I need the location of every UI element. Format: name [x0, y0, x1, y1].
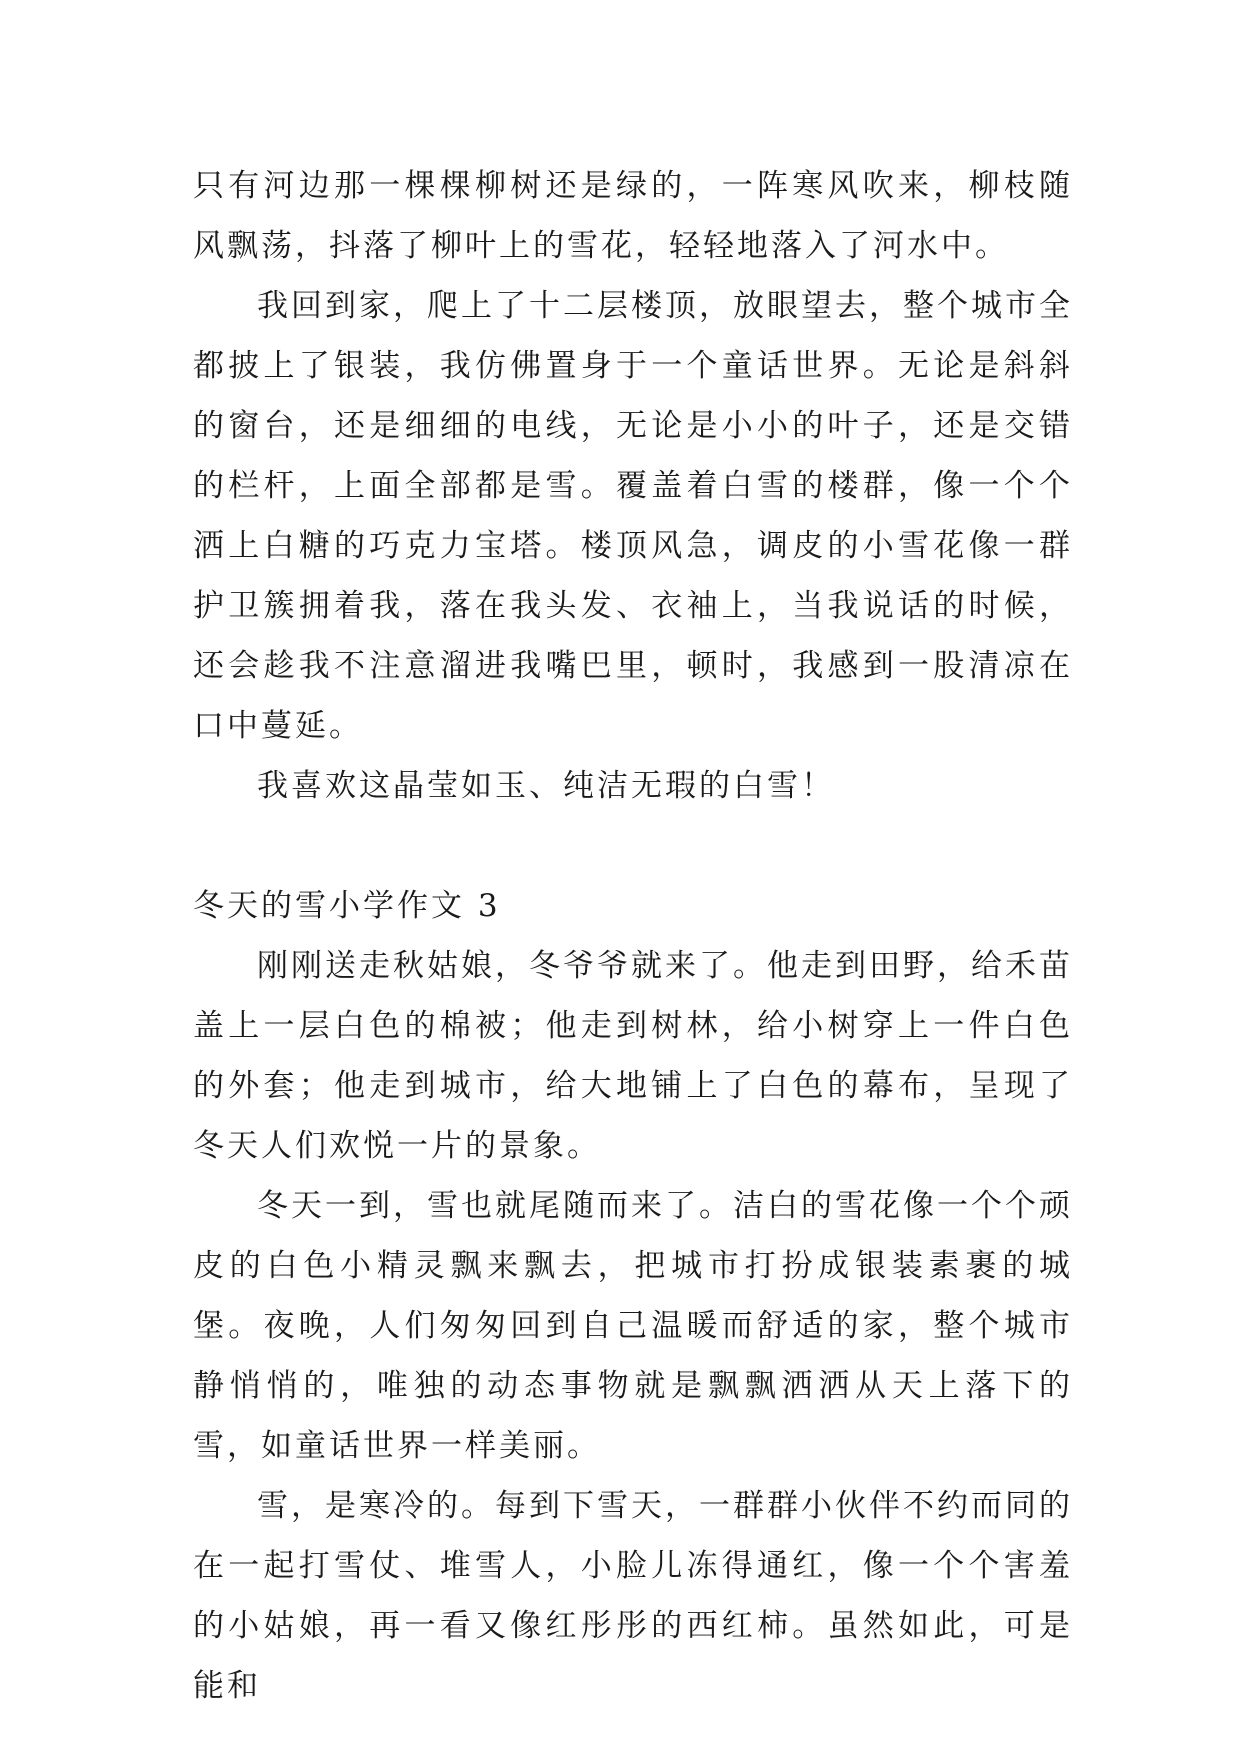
section-title: 冬天的雪小学作文 3 [193, 888, 501, 924]
paragraph-rooftop-view: 我回到家，爬上了十二层楼顶，放眼望去，整个城市全都披上了银装，我仿佛置身于一个童话世界。无论是斜斜的窗台，还是细细的电线，无论是小小的叶子，还是交错的栏杆，上面全部都是雪。覆盖着白雪的楼群，像一个个洒上白糖的巧克力宝塔。楼顶风急，调皮的小雪花像一群护卫簇拥着我，落在我头发、衣袖上，当我说话的时候，还会趁我不注意溜进我嘴巴里，顿时，我感到一股清凉在口中蔓延。 [193, 288, 1073, 744]
paragraph-snow-play: 雪，是寒冷的。每到下雪天，一群群小伙伴不约而同的在一起打雪仗、堆雪人，小脸儿冻得通红，像一个个害羞的小姑娘，再一看又像红彤彤的西红柿。虽然如此，可是能和 [193, 1488, 1073, 1704]
document-body [193, 156, 1073, 1716]
paragraph-snow-falls: 冬天一到，雪也就尾随而来了。洁白的雪花像一个个顽皮的白色小精灵飘来飘去，把城市打扮成银装素裹的城堡。夜晚，人们匆匆回到自己温暖而舒适的家，整个城市静悄悄的，唯独的动态事物就是飘飘洒洒从天上落下的雪，如童话世界一样美丽。 [193, 1188, 1073, 1464]
paragraph-closing: 我喜欢这晶莹如玉、纯洁无瑕的白雪！ [257, 768, 835, 804]
paragraph-winter-arrives: 刚刚送走秋姑娘，冬爷爷就来了。他走到田野，给禾苗盖上一层白色的棉被；他走到树林，给小树穿上一件白色的外套；他走到城市，给大地铺上了白色的幕布，呈现了冬天人们欢悦一片的景象。 [193, 948, 1073, 1164]
paragraph-continued: 只有河边那一棵棵柳树还是绿的，一阵寒风吹来，柳枝随风飘荡，抖落了柳叶上的雪花，轻轻地落入了河水中。 [193, 168, 1073, 264]
